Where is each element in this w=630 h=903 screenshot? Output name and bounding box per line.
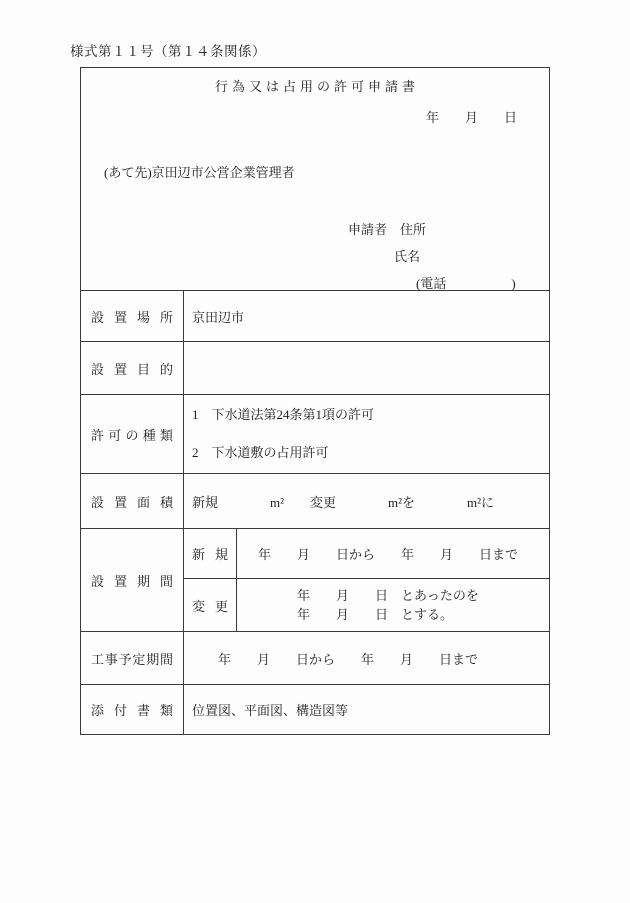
field-attachments-value: 位置図、平面図、構造図等 <box>192 703 349 718</box>
row-label-purpose: 設 置 目 的 <box>81 342 184 394</box>
row-label-area: 設 置 面 積 <box>81 474 184 528</box>
field-period-change-value <box>237 579 549 631</box>
form-title: 行為又は占用の許可申請書 <box>214 79 419 94</box>
date-field: 年 月 日 <box>425 110 517 125</box>
row-construction-period <box>81 632 549 685</box>
field-period-new-value: 年 月 日から 年 月 日まで <box>245 547 519 562</box>
applicant-phone-line: (電話 ) <box>416 276 516 291</box>
row-label-permission-type: 許 可 の 種 類 <box>81 395 184 473</box>
application-form <box>80 67 550 735</box>
applicant-block <box>348 216 516 297</box>
field-purpose-value <box>184 342 549 394</box>
permission-option-1: 1 下水道法第24条第1項の許可 <box>192 407 375 422</box>
period-subtable <box>184 529 549 631</box>
row-label-period: 設 置 期 間 <box>81 529 184 631</box>
period-new-row <box>184 529 549 579</box>
row-permission-type <box>81 395 549 474</box>
row-location <box>81 291 549 342</box>
row-purpose <box>81 342 549 395</box>
period-change-line2: 年 月 日 とする。 <box>297 607 454 622</box>
form-header-section <box>81 68 549 291</box>
period-change-label: 変 更 <box>184 579 237 631</box>
addressee: (あて先)京田辺市公営企業管理者 <box>104 165 295 180</box>
permission-option-2: 2 下水道敷の占用許可 <box>192 445 329 460</box>
period-change-row <box>184 579 549 631</box>
field-construction-period-value: 年 月 日から 年 月 日まで <box>192 651 479 667</box>
row-period <box>81 529 549 632</box>
form-number: 様式第１１号（第１４条関係） <box>70 44 266 59</box>
applicant-address-line: 申請者 住所 <box>348 222 427 237</box>
row-attachments <box>81 685 549 734</box>
row-area <box>81 474 549 529</box>
row-label-attachments: 添 付 書 類 <box>81 685 184 734</box>
field-permission-type-value <box>184 395 549 473</box>
applicant-name-line: 氏名 <box>394 249 421 264</box>
field-location-value: 京田辺市 <box>192 309 245 325</box>
period-new-label: 新 規 <box>184 529 237 578</box>
row-label-construction-period: 工 事 予 定 期 間 <box>81 632 184 684</box>
period-change-line1: 年 月 日 とあったのを <box>297 588 479 603</box>
field-area-value: 新規 m² 変更 m²を m²に <box>192 494 495 510</box>
row-label-location: 設 置 場 所 <box>81 291 184 341</box>
